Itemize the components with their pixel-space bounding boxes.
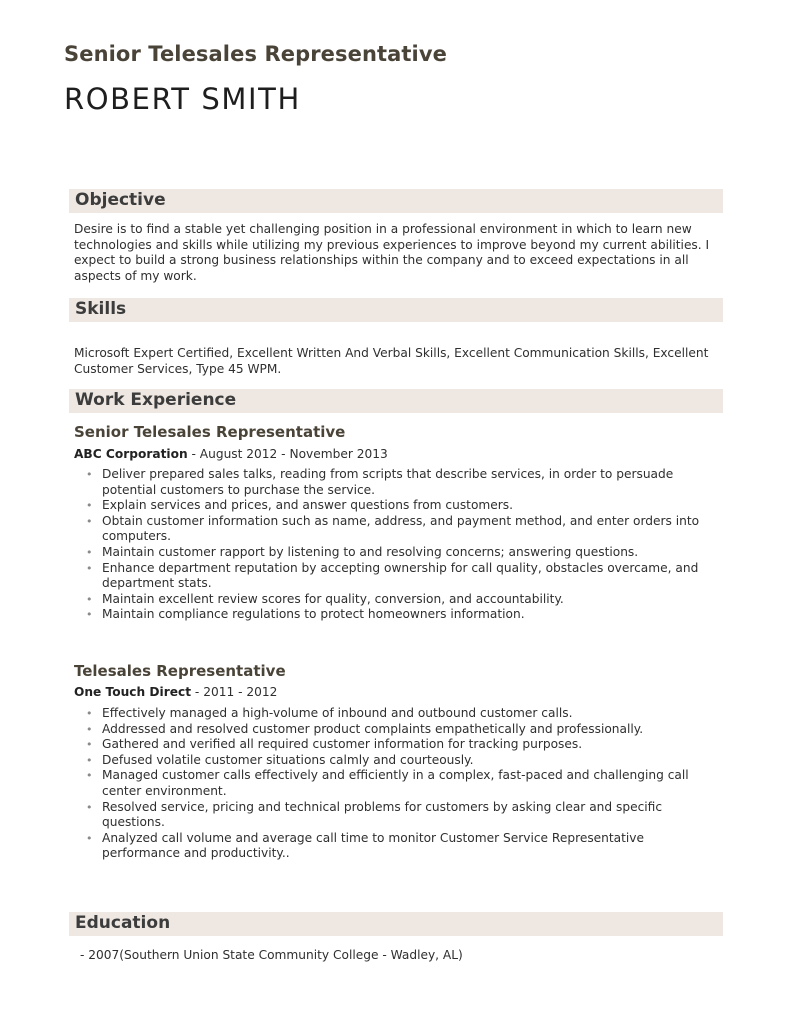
job-company-name: ABC Corporation [74,447,188,461]
job-role-title: Telesales Representative [74,662,286,680]
bullet-icon: • [86,499,93,513]
list-item: • Explain services and prices, and answer questions from customers. [86,498,514,513]
bullet-icon: • [86,769,93,783]
list-item: • Resolved service, pricing and technical problems for customers by asking clear and specific questions. [86,799,663,830]
skills-section-bar [69,298,723,322]
list-item: • Defused volatile customer situations calmly and courteously. [86,752,474,767]
education-entry: - 2007(Southern Union State Community College - Wadley, AL) [80,948,463,962]
list-item: • Maintain excellent review scores for quality, conversion, and accountability. [86,591,564,606]
bullet-icon: • [86,545,93,559]
objective-section-bar [69,189,723,213]
list-item: • Obtain customer information such as name, address, and payment method, and enter orders into computers. [86,513,700,544]
job-bullet-list [74,467,724,623]
skills-heading: Skills [75,299,127,319]
header-job-title: Senior Telesales Representative [64,42,447,66]
list-item: • Managed customer calls effectively and efficiently in a complex, fast-paced and challenging call center environment. [86,768,689,798]
job-dates: - August 2012 - November 2013 [187,447,388,461]
candidate-name: ROBERT SMITH [64,82,301,116]
job-company-line [74,685,277,699]
list-item: • Maintain compliance regulations to protect homeowners information. [86,607,525,622]
bullet-icon: • [86,753,93,767]
education-heading: Education [75,913,171,933]
list-item: • Addressed and resolved customer product complaints empathetically and professionally. [86,721,644,736]
job-company-line [74,447,388,461]
bullet-icon: • [86,707,93,720]
objective-text: Desire is to find a stable yet challenging position in a professional environment in which to learn new technologies and skills while utilizing my previous experiences to improve beyond my current abilities. I expect to build a strong business relationships within the company and to exceed expectations in all aspects of my work. [74,222,710,283]
bullet-icon: • [86,468,93,481]
bullet-icon: • [86,738,93,752]
bullet-icon: • [86,608,93,622]
list-item: • Enhance department reputation by accepting ownership for call quality, obstacles overcame, and department stats. [86,560,699,591]
list-item: • Analyzed call volume and average call time to monitor Customer Service Representative performance and productivity.. [86,830,645,861]
list-item: • Gathered and verified all required customer information for tracking purposes. [86,737,583,752]
list-item: • Deliver prepared sales talks, reading from scripts that describe services, in order to persuade potential customers to purchase the service. [86,467,674,497]
job-dates: - 2011 - 2012 [191,685,278,699]
objective-heading: Objective [75,190,166,210]
job-company-name: One Touch Direct [74,685,192,699]
bullet-icon: • [86,722,93,736]
bullet-icon: • [86,514,93,528]
bullet-icon: • [86,561,93,575]
list-item: • Maintain customer rapport by listening to and resolving concerns; answering questions. [86,544,639,559]
work-experience-heading: Work Experience [75,390,237,410]
job-role-title: Senior Telesales Representative [74,423,346,441]
bullet-icon: • [86,831,93,845]
bullet-icon: • [86,800,93,814]
skills-text: Microsoft Expert Certified, Excellent Written And Verbal Skills, Excellent Communication Skills, Excellent Customer Services, Type 45 WPM. [74,346,709,376]
bullet-icon: • [86,592,93,606]
job-bullet-list [74,706,724,862]
list-item: • Effectively managed a high-volume of inbound and outbound customer calls. [86,706,573,720]
